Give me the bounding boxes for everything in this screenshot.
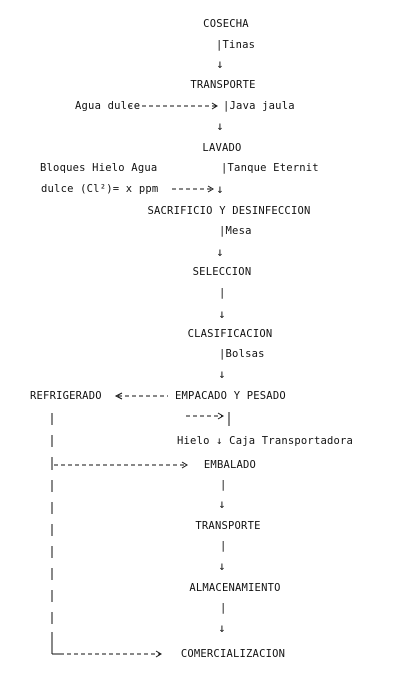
down-arrow-icon: ↓ xyxy=(218,621,226,635)
down-arrow-icon: ↓ xyxy=(218,367,226,381)
step-transporte-2: TRANSPORTE xyxy=(195,520,261,532)
step-cosecha: COSECHA xyxy=(203,18,249,30)
step-comercializacion: COMERCIALIZACION xyxy=(180,648,286,660)
note-java-jaula: |Java jaula xyxy=(223,100,295,112)
hielo-arrowhead xyxy=(218,413,223,419)
note-tinas: |Tinas xyxy=(216,39,256,51)
input-agua-dulce: Agua dulce xyxy=(75,100,141,112)
step-embalado: EMBALADO xyxy=(203,459,257,471)
step-seleccion: SELECCION xyxy=(192,266,252,278)
note-hielo-caja: Hielo ↓ Caja Transportadora xyxy=(177,435,354,447)
step-almacenamiento: ALMACENAMIENTO xyxy=(189,582,281,594)
input-cloro: dulce (Cl²)= x ppm xyxy=(41,183,159,195)
down-arrow-icon: ↓ xyxy=(216,119,224,133)
input-bloques-hielo: Bloques Hielo Agua xyxy=(40,162,158,174)
step-empacado-pesado: EMPACADO Y PESADO xyxy=(175,390,286,402)
bar-separator: | xyxy=(220,602,227,614)
down-arrow-icon: ↓ xyxy=(216,245,224,259)
step-clasificacion: CLASIFICACION xyxy=(187,328,273,340)
step-transporte-1: TRANSPORTE xyxy=(190,79,256,91)
bar-separator: | xyxy=(220,479,227,491)
step-sacrificio-desinfeccion: SACRIFICIO Y DESINFECCION xyxy=(147,205,311,217)
step-refrigerado: REFRIGERADO xyxy=(30,390,102,402)
down-arrow-icon: ↓ xyxy=(216,182,224,196)
down-arrow-icon: ↓ xyxy=(218,559,226,573)
step-lavado: LAVADO xyxy=(202,142,242,154)
note-bolsas: |Bolsas xyxy=(219,348,265,360)
bar-separator: | xyxy=(219,287,226,299)
down-arrow-icon: ↓ xyxy=(216,57,224,71)
bar-separator: | xyxy=(220,540,227,552)
down-arrow-icon: ↓ xyxy=(218,497,226,511)
left-branch-line xyxy=(52,413,60,654)
down-arrow-icon: ↓ xyxy=(218,307,226,321)
note-mesa: |Mesa xyxy=(219,225,252,237)
note-tanque-eternit: |Tanque Eternit xyxy=(221,162,319,174)
